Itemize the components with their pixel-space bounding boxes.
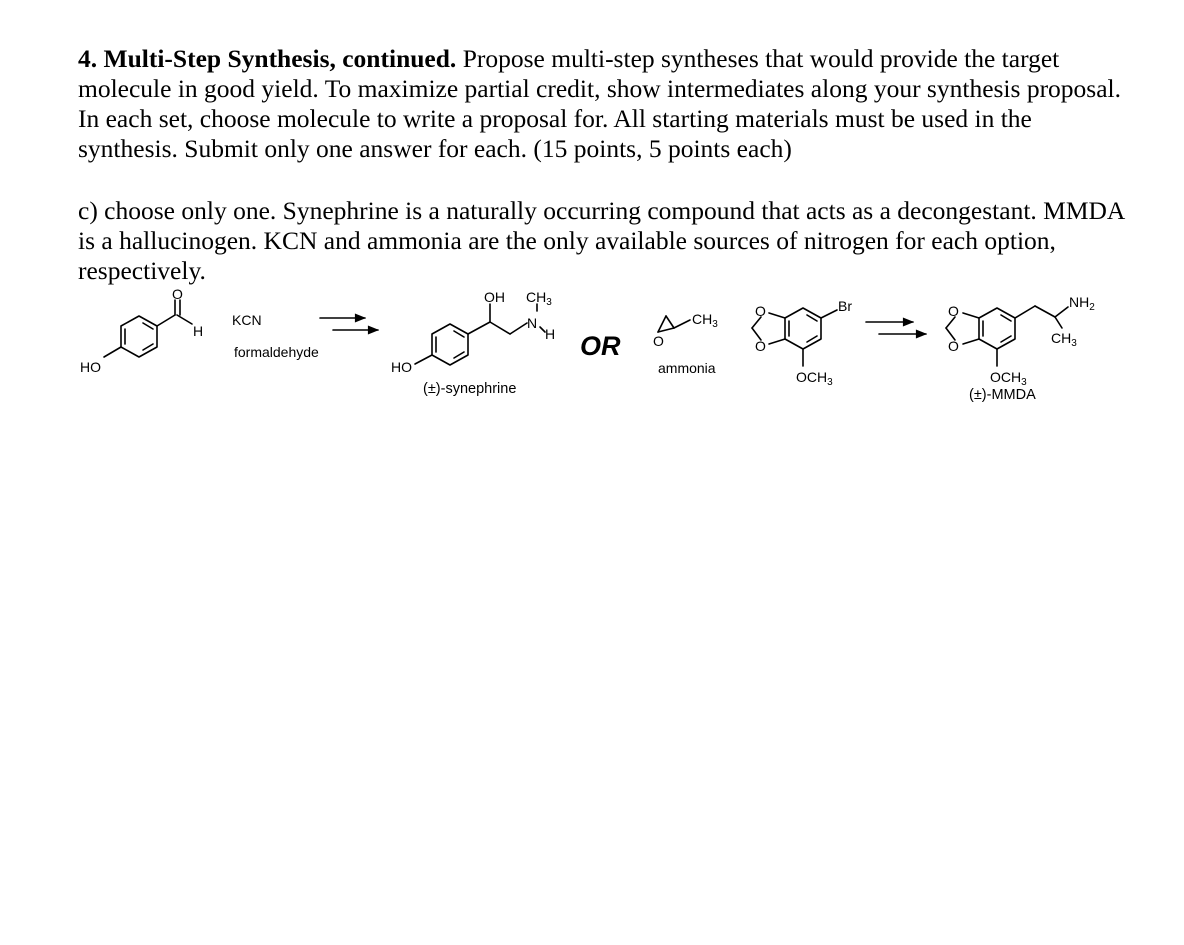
- mmda-och3-label: $OCH_3$: [990, 369, 1027, 388]
- synephrine-structure: [391, 289, 555, 375]
- aryl-bromide-structure: [752, 298, 852, 388]
- starting-aldehyde-structure: [80, 286, 203, 375]
- aryl-och3-label: $OCH_3$: [796, 369, 833, 388]
- reagent-formaldehyde: formaldehyde: [234, 344, 319, 360]
- mmda-structure: [946, 294, 1095, 388]
- mmda-o1-label: O: [948, 303, 959, 319]
- start-h-label: H: [193, 323, 204, 339]
- mmda-name: (±)-MMDA: [969, 387, 1036, 403]
- product-n-label: N: [527, 315, 538, 331]
- or-divider: OR: [580, 331, 621, 361]
- product-ho-label: HO: [391, 359, 412, 375]
- epoxide-o-label: O: [653, 333, 664, 349]
- synephrine-name: (±)-synephrine: [423, 381, 517, 397]
- reagent-ammonia: ammonia: [658, 360, 716, 376]
- propylene-oxide-structure: [653, 311, 718, 349]
- product-ch3-label: $CH_3$: [526, 289, 552, 308]
- reaction-scheme: [0, 280, 1184, 420]
- mmda-nh2-label: $NH_2$: [1069, 294, 1095, 313]
- start-o-label: O: [172, 286, 183, 302]
- mmda-ch3-label: $CH_3$: [1051, 330, 1077, 349]
- reagent-kcn: KCN: [232, 312, 262, 328]
- start-ho-label: HO: [80, 359, 101, 375]
- epoxide-ch3-label: $CH_3$: [692, 311, 718, 330]
- problem-instructions: Propose multi-step syntheses that would provide the target molecule in good yield. To maximize partial credit, show intermediates along your synthesis proposal. In each set, choose molecule to write a proposal for. All starting materials must be used in the synthesis. Submit only one answer for each. (15 points, 5 points each): [78, 44, 1122, 163]
- product-oh-label: OH: [484, 289, 505, 305]
- mmda-o2-label: O: [948, 338, 959, 354]
- problem-heading: 4. Multi-Step Synthesis, continued.: [78, 44, 457, 73]
- multistep-arrow-2: [866, 322, 926, 334]
- product-nh-h-label: H: [545, 326, 556, 342]
- part-c-text: c) choose only one. Synephrine is a naturally occurring compound that acts as a decongestant. MMDA is a hallucinogen. KCN and ammonia are the only available sources of nitrogen for each option, respectively.: [78, 196, 1124, 285]
- aryl-o2-label: O: [755, 338, 766, 354]
- multistep-arrow-1: [320, 318, 378, 330]
- problem-statement: [78, 44, 1128, 164]
- aryl-br-label: Br: [838, 298, 852, 314]
- aryl-o1-label: O: [755, 303, 766, 319]
